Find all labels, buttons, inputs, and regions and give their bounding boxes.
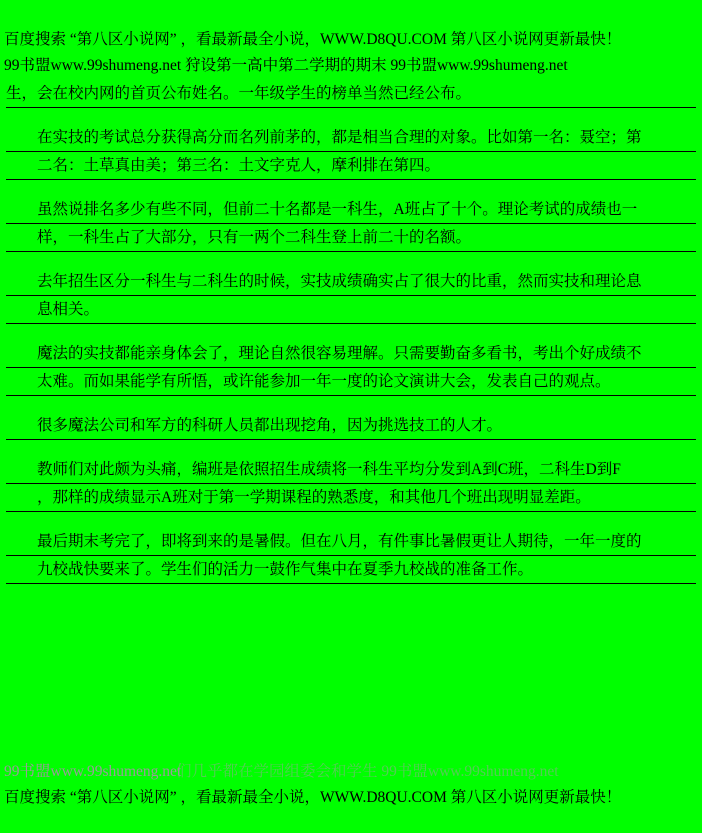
paragraph-line: 教师们对此颇为头痛，编班是依照招生成绩将一科生平均分发到A到C班，二科生D到F	[6, 456, 696, 484]
paragraph-line: 太难。而如果能学有所悟，或许能参加一年一度的论文演讲大会，发表自己的观点。	[6, 368, 696, 396]
paragraph-7	[0, 456, 702, 512]
paragraph-line: 魔法的实技都能亲身体会了，理论自然很容易理解。只需要勤奋多看书，考出个好成绩不	[6, 340, 696, 368]
paragraph-line: 最后期末考完了，即将到来的是暑假。但在八月，有件事比暑假更让人期待，一年一度的	[6, 528, 696, 556]
paragraph-6	[0, 412, 702, 440]
paragraph-line: 二名：土草真由美；第三名：土文字克人，摩利排在第四。	[6, 152, 696, 180]
document-body	[0, 80, 702, 600]
footer-site-label: 99书盟www.99shumeng.net	[4, 763, 182, 780]
footer-promo-line: 百度搜索 “第八区小说网” ，看最新最全小说，WWW.D8QU.COM 第八区小说网更新最快！	[4, 789, 622, 806]
header-site-label-left: 99书盟www.99shumeng.net	[4, 57, 186, 74]
paragraph-line: 生，会在校内网的首页公布姓名。一年级学生的榜单当然已经公布。	[6, 80, 696, 108]
paragraph-line: 九校战快要来了。学生们的活力一鼓作气集中在夏季九校战的准备工作。	[6, 556, 696, 584]
paragraph-2	[0, 124, 702, 180]
header-text-fragment: 狩设第一高中第二学期的期末 99书盟www.99shumeng.net	[185, 57, 568, 74]
paragraph-line: 虽然说排名多少有些不同，但前二十名都是一科生，A班占了十个。理论考试的成绩也一	[6, 196, 696, 224]
paragraph-line: 去年招生区分一科生与二科生的时候，实技成绩确实占了很大的比重，然而实技和理论息	[6, 268, 696, 296]
paragraph-5	[0, 340, 702, 396]
paragraph-line: ，那样的成绩显示A班对于第一学期课程的熟悉度，和其他几个班出现明显差距。	[6, 484, 696, 512]
paragraph-3	[0, 196, 702, 252]
header-promo-line-2	[4, 54, 568, 78]
header-promo-line-1: 百度搜索 “第八区小说网” ，看最新最全小说，WWW.D8QU.COM 第八区小说网更新最快！	[4, 31, 622, 48]
paragraph-line: 样，一科生占了大部分，只有一两个二科生登上前二十的名额。	[6, 224, 696, 252]
paragraph-1	[0, 80, 702, 108]
paragraph-8	[0, 528, 702, 584]
paragraph-line: 在实技的考试总分获得高分而名列前茅的，都是相当合理的对象。比如第一名：聂空；第	[6, 124, 696, 152]
paragraph-4	[0, 268, 702, 324]
footer-ghost-text: 们几乎都在学园组委会和学生 99书盟www.99shumeng.net	[176, 763, 559, 780]
paragraph-line: 很多魔法公司和军方的科研人员都出现挖角，因为挑选技工的人才。	[6, 412, 696, 440]
paragraph-line: 息相关。	[6, 296, 696, 324]
